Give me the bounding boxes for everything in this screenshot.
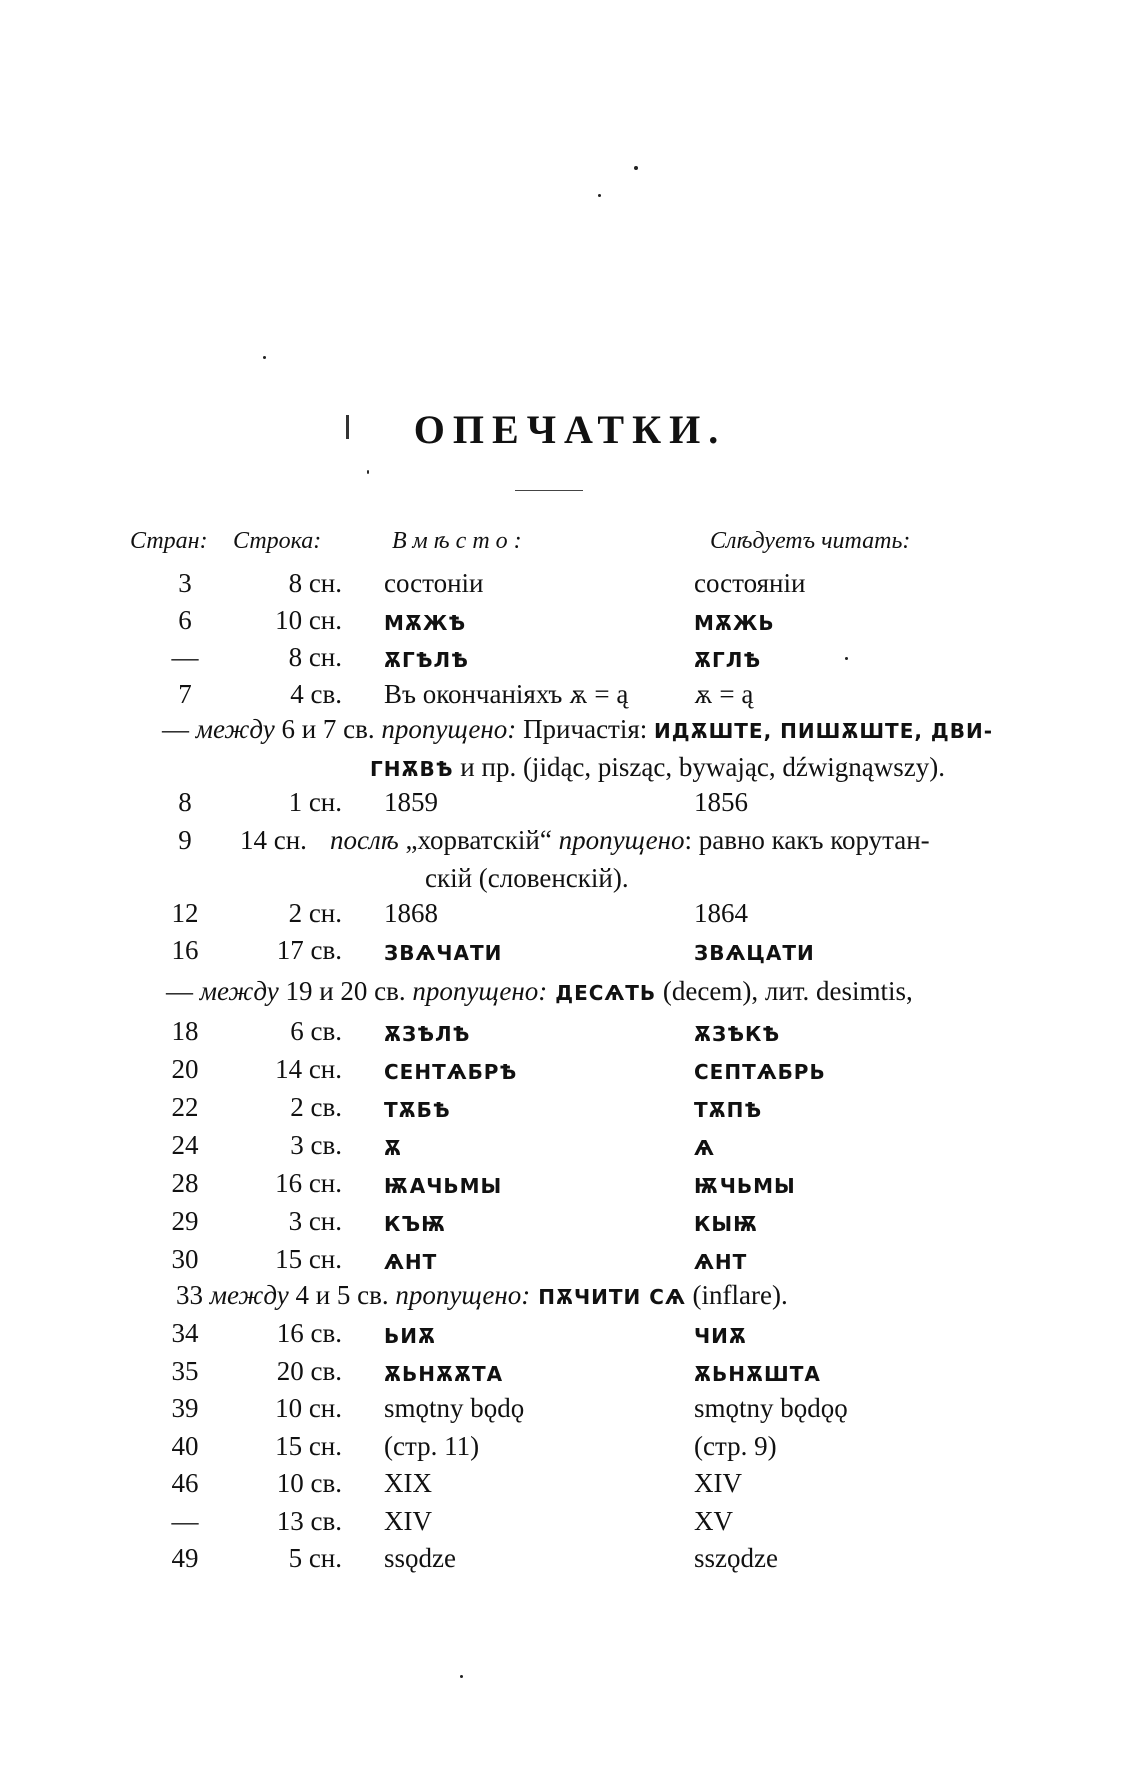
note-text — [330, 825, 930, 856]
errata-row — [0, 1206, 1140, 1244]
row-page: 40 — [171, 1430, 199, 1461]
errata-row — [0, 1393, 1140, 1431]
speck — [367, 470, 369, 474]
row-page: — — [171, 1505, 199, 1536]
header-wrong: Вмѣсто: — [392, 528, 528, 554]
title-rule — [515, 490, 583, 491]
note-between-6-7-cont — [370, 752, 945, 783]
row-line: 2 св. — [290, 1092, 342, 1122]
note-after: послѣ — [330, 825, 399, 855]
errata-row — [0, 935, 1140, 973]
row-page: 12 — [171, 898, 199, 928]
row-wrong: XIX — [384, 1468, 432, 1498]
note-text: : равно какъ корутан- — [684, 825, 930, 855]
errata-row — [0, 1506, 1140, 1544]
row-line: 8 сн. — [288, 642, 342, 672]
row-page: 22 — [171, 1092, 199, 1122]
note-prefix: — — [162, 714, 196, 744]
note-page: 33 — [176, 1280, 203, 1310]
row-page: 28 — [171, 1168, 199, 1198]
speck — [598, 194, 601, 197]
note-lines: 19 и 20 св. — [278, 976, 413, 1006]
row-correct: ѫ = ą — [694, 679, 754, 709]
row-page: — — [171, 642, 199, 672]
row-wrong: Въ окончаніяхъ ѫ = ą — [384, 679, 629, 709]
errata-row — [0, 1468, 1140, 1506]
errata-row — [0, 1244, 1140, 1282]
row-line: 16 св. — [276, 1318, 342, 1348]
row-page: 29 — [171, 1206, 199, 1236]
row-correct: ѦНТ — [694, 1250, 748, 1274]
errata-row — [0, 1016, 1140, 1054]
row-line: 14 сн. — [240, 825, 307, 855]
row-page: 30 — [171, 1244, 199, 1274]
row-wrong: (стр. 11) — [384, 1430, 480, 1461]
row-wrong: ТѪБѢ — [384, 1098, 451, 1122]
row-correct: ѬЧЬМЫ — [694, 1174, 796, 1198]
note-lines: 6 и 7 св. — [274, 714, 382, 744]
row-correct: 1864 — [694, 898, 748, 928]
row-wrong: Ѫ — [384, 1136, 403, 1160]
row-wrong: 1859 — [384, 787, 438, 817]
row-page: 24 — [171, 1130, 199, 1160]
note-text: и пр. (jidąc, pisząc, bywając, dźwignąwszy). — [453, 752, 946, 782]
row-line: 5 сн. — [288, 1543, 342, 1573]
row-correct: ТѪПѢ — [694, 1098, 763, 1122]
note-between-4-5 — [176, 1280, 788, 1311]
row-wrong: КЪѬ — [384, 1212, 447, 1236]
row-correct: sszǫdze — [694, 1543, 778, 1573]
row-wrong: ssǫdze — [384, 1543, 456, 1573]
note-prefix: — — [166, 976, 200, 1006]
row-correct: МѪЖЬ — [694, 611, 775, 635]
errata-row — [0, 605, 1140, 643]
note-text: (inflare). — [685, 1280, 788, 1310]
errata-row — [0, 1054, 1140, 1092]
note-omitted: пропущено: — [412, 976, 548, 1006]
note-slavonic: ПѪЧИТИ СѦ — [530, 1285, 686, 1309]
row-correct: КЫѬ — [694, 1212, 759, 1236]
row-line: 16 сн. — [275, 1168, 342, 1198]
row-wrong: ѦНТ — [384, 1250, 438, 1274]
row-line: 20 св. — [276, 1355, 342, 1386]
row-page: 34 — [171, 1318, 199, 1348]
row-wrong: ЗВѦЧАТИ — [384, 941, 503, 965]
row-line: 10 сн. — [275, 1393, 342, 1423]
page-title: ОПЕЧАТКИ. — [413, 407, 727, 452]
note-lines: 4 и 5 св. — [288, 1280, 396, 1310]
errata-row — [0, 1318, 1140, 1356]
row-line: 14 сн. — [275, 1054, 342, 1084]
row-correct: ѪЗѢКѢ — [694, 1022, 781, 1046]
row-page: 18 — [171, 1016, 199, 1046]
errata-row — [0, 825, 1140, 863]
row-page: 7 — [178, 679, 192, 709]
note-text: (decem), лит. desimtis, — [656, 976, 913, 1006]
header-line: Строка: — [233, 528, 322, 554]
row-line: 10 сн. — [275, 605, 342, 635]
row-line: 15 сн. — [275, 1244, 342, 1274]
errata-row — [0, 1431, 1140, 1469]
speck — [263, 356, 266, 359]
row-line: 17 св. — [276, 935, 342, 965]
row-wrong: состоніи — [384, 568, 484, 598]
note-text: Причастія: — [516, 714, 655, 744]
row-correct: состояніи — [694, 568, 806, 598]
errata-row — [0, 1543, 1140, 1581]
row-correct: ЗВѦЦАТИ — [694, 941, 815, 965]
row-wrong: 1868 — [384, 898, 438, 928]
row-wrong: XIV — [384, 1505, 432, 1536]
row-wrong: ѪЬНѪѪТА — [384, 1361, 504, 1386]
row-wrong: МѪЖѢ — [384, 611, 467, 635]
note-omitted: пропущено — [558, 825, 685, 855]
row-page: 6 — [178, 605, 192, 635]
row-page: 49 — [171, 1543, 199, 1573]
speck — [460, 1675, 463, 1678]
row-correct: ѪГЛѢ — [694, 648, 762, 672]
errata-row — [0, 1130, 1140, 1168]
row-correct: СЕПТѦБРЬ — [694, 1060, 826, 1084]
row-wrong: ѬАЧЬМЫ — [384, 1174, 503, 1198]
row-line: 13 св. — [276, 1505, 342, 1536]
note-quoted: „хорватскій“ — [398, 825, 559, 855]
errata-row — [0, 679, 1140, 717]
row-line: 3 св. — [290, 1130, 342, 1160]
note-slavonic: ГНѪВѢ — [370, 757, 454, 781]
row-page: 3 — [178, 568, 192, 598]
row-page: 39 — [171, 1393, 199, 1423]
row-wrong: СЕНТѦБРѢ — [384, 1060, 518, 1084]
note-omitted: пропущено: — [381, 714, 517, 744]
row-page: 35 — [171, 1355, 199, 1386]
row-line: 6 св. — [290, 1016, 342, 1046]
row-correct: XIV — [694, 1468, 742, 1498]
header-right: Слѣдуетъ читать: — [710, 528, 911, 554]
errata-row — [0, 1168, 1140, 1206]
row-line: 10 св. — [276, 1468, 342, 1498]
row-correct: smǫtny bǫdǫǫ — [694, 1393, 848, 1423]
note-slavonic: ДЕСѦТЬ — [547, 981, 657, 1005]
note-slavonic: ИДѪШТЕ, ПИШѪШТЕ, ДВИ- — [654, 719, 994, 743]
row-page: 8 — [178, 787, 192, 817]
header-page: Стран: — [130, 528, 208, 554]
errata-row — [0, 642, 1140, 680]
row-page: 9 — [178, 825, 192, 855]
row-correct: XV — [694, 1505, 733, 1536]
row-line: 2 сн. — [288, 898, 342, 928]
row-correct: (стр. 9) — [694, 1430, 777, 1461]
errata-row — [0, 898, 1140, 936]
row-correct: 1856 — [694, 787, 748, 817]
row-correct: ЧИѪ — [694, 1324, 747, 1348]
row-line: 3 сн. — [288, 1206, 342, 1236]
row-page: 46 — [171, 1468, 199, 1498]
note-between-6-7 — [162, 714, 993, 745]
row-line: 4 св. — [290, 679, 342, 709]
row-wrong: smǫtny bǫdǫ — [384, 1393, 525, 1423]
errata-row — [0, 568, 1140, 606]
row-wrong: ѪЗѢЛѢ — [384, 1022, 471, 1046]
note-between: между — [199, 976, 279, 1006]
note-between-19-20 — [166, 976, 913, 1007]
errata-row — [0, 787, 1140, 825]
row-line: 15 сн. — [275, 1430, 342, 1461]
row-correct: Ѧ — [694, 1136, 715, 1160]
row-line: 8 сн. — [288, 568, 342, 598]
row-wrong: ЬИѪ — [384, 1324, 436, 1348]
row-correct: ѪЬНѪШТА — [694, 1361, 821, 1386]
row-wrong: ѪГѢЛѢ — [384, 648, 469, 672]
row-line: 1 сн. — [288, 787, 342, 817]
note-cont: скій (словенскій). — [425, 863, 629, 893]
note-between: между — [209, 1280, 289, 1310]
errata-row — [0, 1092, 1140, 1130]
note-omitted: пропущено: — [395, 1280, 531, 1310]
note-between: между — [195, 714, 275, 744]
errata-row — [0, 1356, 1140, 1394]
row-page: 16 — [171, 935, 199, 965]
speck — [634, 166, 638, 170]
row-page: 20 — [171, 1054, 199, 1084]
